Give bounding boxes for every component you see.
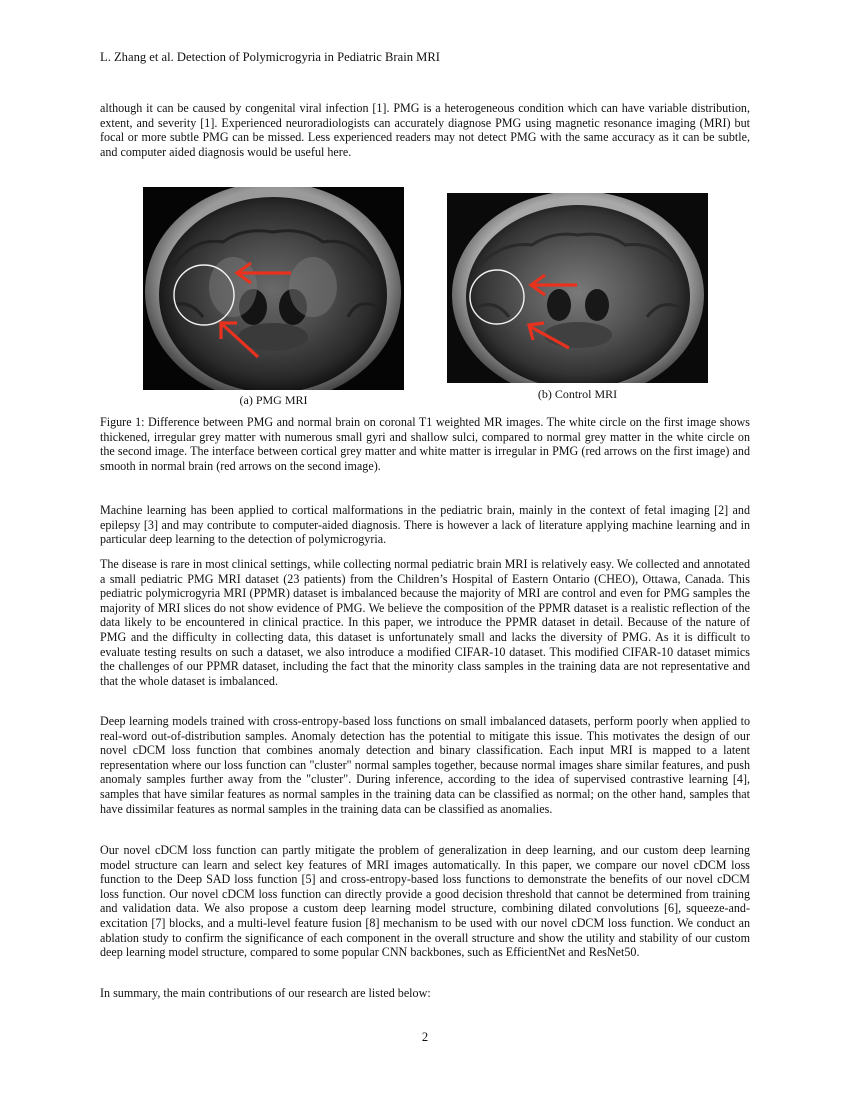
- paragraph-deep-learning: Deep learning models trained with cross-entropy-based loss functions on small imbalanced datasets, perform poorly when applied to real-word out-of-distribution samples. Anomaly detection has the potential to mitigate this issue. This motivates the design of our novel cDCM loss function that combines anomaly detection and binary classification. Each input MRI is mapped to a latent representation where our loss function can "cluster" normal samples together, because normal images share similar features, and push anomaly samples further away from the "cluster". During inference, according to the idea of supervised contrastive learning [4], samples that have similar features as normal samples in the training data can be classified as normal; on the other hand, samples that have dissimilar features as normal samples in the training data can be classified as anomalies.: [100, 714, 750, 816]
- paragraph-cdcm-loss: Our novel cDCM loss function can partly mitigate the problem of generalization in deep learning, and our custom deep learning model structure can learn and select key features of MRI images automatically. In this paper, we compare our novel cDCM loss function to the Deep SAD loss function [5] and cross-entropy-based loss functions to demonstrate the benefits of our novel cDCM loss function. Our novel cDCM loss function can directly provide a good decision threshold that cannot be determined from training and validation data. We also propose a custom deep learning model structure, combining dilated convolutions [6], squeeze-and-excitation [7] blocks, and a multi-level feature fusion [8] mechanism to be used with our novel cDCM loss function. We conduct an ablation study to confirm the significance of each component in the overall structure and show the utility and stability of our custom deep learning model structure, compared to some popular CNN backbones, such as EfficientNet and ResNet50.: [100, 843, 750, 960]
- subcaption-a: (a) PMG MRI: [239, 393, 308, 407]
- paragraph-machine-learning: Machine learning has been applied to cortical malformations in the pediatric brain, mainly in the context of fetal imaging [2] and epilepsy [3] and may contribute to computer-aided diagnosis. There is however a lack of literature applying machine learning and in particular deep learning to the detection of polymicrogyria.: [100, 503, 750, 547]
- pmg-mri-image: [143, 187, 404, 390]
- brain: [466, 205, 690, 383]
- paragraph-intro-continued: although it can be caused by congenital viral infection [1]. PMG is a heterogeneous condition which can have variable distribution, extent, and severity [1]. Experienced neuroradiologists can accurately diagnose PMG using magnetic resonance imaging (MRI) but focal or more subtle PMG can be missed. Less experienced readers may not detect PMG with the same accuracy as it can be subtle, and computer aided diagnosis would be useful here.: [100, 101, 750, 159]
- control-mri-image: [447, 193, 708, 383]
- brain: [159, 197, 387, 390]
- figure-pmg-mri: [143, 187, 404, 390]
- paragraph-dataset: The disease is rare in most clinical settings, while collecting normal pediatric brain MRI is relatively easy. We collected and annotated a small pediatric PMG MRI dataset (23 patients) from the Children’s Hospital of Eastern Ontario (CHEO), Ottawa, Canada. This pediatric polymicrogyria MRI (PPMR) dataset is imbalanced because the majority of MRI are control and even for PMG samples the majority of MRI slices do not show evidence of PMG. We believe the composition of the PPMR dataset is a realistic reflection of the data likely to be encountered in clinical practice. In this paper, we introduce the PPMR dataset in detail. Because of the nature of PMG and the difficulty in collecting data, this dataset is unfortunately small and lacks the diversity of PMG. As it is difficult to evaluate testing results on such a dataset, we also introduce a modified CIFAR-10 dataset. This modified CIFAR-10 dataset mimics the challenges of our PPMR dataset, including the fact that the minority class samples in the training data are not representative and that the whole dataset is imbalanced.: [100, 557, 750, 688]
- figure-caption: Figure 1: Difference between PMG and normal brain on coronal T1 weighted MR images. The white circle on the first image shows thickened, irregular grey matter with numerous small gyri and shallow sulci, compared to normal grey matter in the white circle on the second image. The interface between cortical grey matter and white matter is irregular in PMG (red arrows on the first image) and smooth in normal brain (red arrows on the second image).: [100, 415, 750, 473]
- page-number: 2: [421, 1030, 429, 1044]
- figure-control-mri: [447, 193, 708, 383]
- ventricle-right: [585, 289, 609, 321]
- paragraph-summary: In summary, the main contributions of our research are listed below:: [100, 986, 431, 1000]
- subcaption-b: (b) Control MRI: [537, 387, 618, 401]
- ventricle-left: [547, 289, 571, 321]
- running-head: L. Zhang et al. Detection of Polymicrogyria in Pediatric Brain MRI: [100, 50, 440, 64]
